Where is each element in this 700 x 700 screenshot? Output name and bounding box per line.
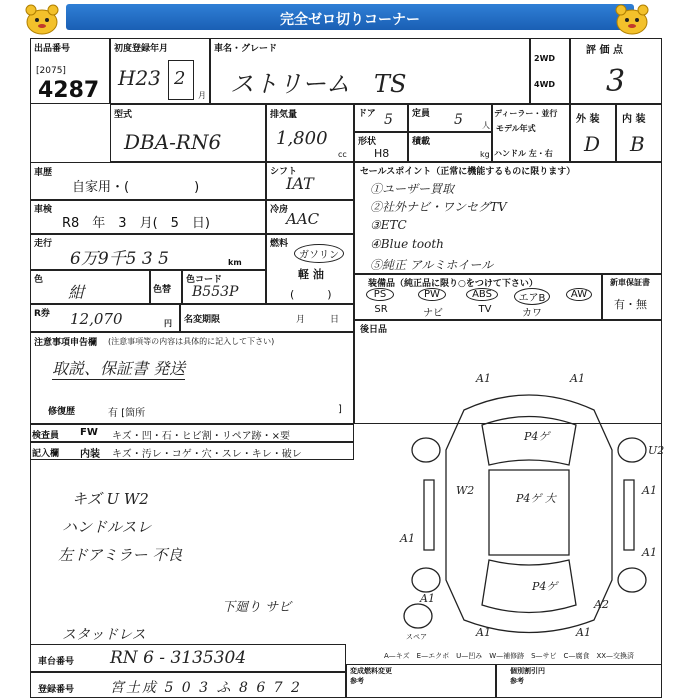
doors-value: 5 [384,112,393,128]
warranty-value: 有・無 [614,298,647,311]
recycle-label: R券 [34,309,50,319]
remark-3: 左ドアミラー 不良 [58,546,183,564]
selling-label: セールスポイント（正常に機能するものに限ります） [360,167,576,177]
header-bar [66,4,634,30]
selling-point-1: ①ユーザー買取 [370,182,455,196]
dealer-label: ディーラー・並行 [494,109,558,118]
interior-value: B [630,132,645,156]
color-value: 紺 [68,283,85,302]
diag-mark-12: A2 [594,598,609,611]
equip-leather: カワ [522,308,542,319]
remark-2: ハンドルスレ [62,518,152,536]
model-label: 型式 [114,110,133,120]
repair-label: 修復歴 [48,407,76,417]
diag-mark-2: A1 [570,372,585,385]
plate-label: 登録番号 [38,685,75,695]
selling-point-4: ④Blue tooth [370,237,444,251]
steering-label: ハンドル 左・右 [494,149,553,158]
ac-value: AAC [286,210,320,228]
equip-airbag: エアB [514,288,550,305]
footer-item3: 個別割引円 [510,667,545,675]
color-label: 色 [34,275,44,285]
first-reg-month: 2 [174,68,186,89]
first-reg-month-unit: 月 [198,91,206,100]
fuel-other: ( ) [290,288,332,301]
header-title: 完全ゼロ切りコーナー [280,12,420,28]
diag-mark-1: A1 [476,372,491,385]
drive-cell [530,38,570,104]
diag-mark-4: U2 [648,444,665,457]
car-diagram [394,370,664,660]
entry-interior: 内装 [80,449,100,460]
notes-value: 取説、保証書 発送 [52,356,185,380]
fuel-label: 燃料 [270,239,289,249]
selling-point-3: ③ETC [370,218,407,232]
displacement-unit: cc [338,150,347,159]
shift-value: IAT [286,174,314,193]
inspector-opts: キズ・凹・石・ヒビ割・リペア跡・×要 [112,431,290,442]
rear-seat-label: 後日品 [360,325,388,335]
doors-label: ドア [358,109,376,119]
mileage-unit: km [228,258,242,267]
equip-navi: ナビ [423,308,443,319]
drive-4wd: 4WD [534,80,556,89]
footer-item4: 参考 [510,677,524,685]
capacity-value: 5 [454,112,463,128]
capacity-label: 定員 [412,109,431,119]
first-reg-era-year: H23 [118,66,161,90]
fuel-diesel: 軽 油 [298,268,324,281]
model-year-label: モデル年式 [496,124,536,133]
diag-mark-6: P4ゲ 大 [516,492,556,505]
entry-label: 記入欄 [32,449,60,459]
repair-end: ] [338,404,342,415]
remark-1: キズ U W2 [72,490,149,508]
diag-mark-5: W2 [456,484,475,497]
equip-aw: AW [566,288,592,301]
lot-sub-number: [2075] [36,66,66,76]
lot-number: 4287 [38,78,100,103]
repair-value: 有 [箇所 [108,408,146,419]
inspection-value: R8 年 3 月( 5 日) [62,216,210,231]
warranty-label: 新車保証書 [610,278,650,287]
exterior-value: D [584,132,601,156]
exterior-label: 外 装 [576,114,600,125]
footer-item2: 参考 [350,677,364,685]
diag-mark-9: P4ゲ [532,580,558,593]
diag-legend: A—キズ E—エクボ U—凹み W—補修跡 S—サビ C—腐食 XX—交換済 [384,652,635,660]
ac-label: 冷房 [270,205,289,215]
capacity-unit: 人 [482,121,490,130]
name-change-day: 日 [330,315,340,325]
chassis-value: RN 6 - 3135304 [110,648,247,668]
shape-label: 形状 [358,137,377,147]
name-label: 車名・グレード [214,44,278,54]
selling-point-5: ⑤純正 アルミホイール [370,258,494,272]
diag-mark-14: A1 [576,626,591,639]
history-value: 自家用・( ) [72,180,200,195]
equip-pw: PW [418,288,446,301]
chassis-label: 車台番号 [38,657,75,667]
footer-fuel-change: 変成燃料変更 [350,667,392,675]
mileage-value: 6万9千5 3 5 [70,249,169,269]
remark-4: 下廻り サビ [222,600,292,615]
load-label: 積載 [412,137,431,147]
remark-5: スタッドレス [62,627,146,643]
model-value: DBA-RN6 [124,130,222,154]
shape-value: H8 [374,147,390,160]
displacement-label: 排気量 [270,110,298,120]
diag-mark-10: A1 [642,546,657,559]
equip-ps: PS [366,288,394,301]
selling-point-2: ②社外ナビ・ワンセグTV [370,200,507,214]
color-code-value: B553P [192,284,239,300]
diag-mark-3: P4ゲ [524,430,550,443]
color-code-label: 色コード [186,275,223,285]
mascot-right-icon [612,2,652,36]
diag-mark-7: A1 [642,484,657,497]
equip-sr: SR [374,304,388,315]
mascot-left-icon [22,2,62,36]
inspector-fw: FW [80,427,98,438]
diag-mark-11: A1 [420,592,435,605]
inspector-label: 検査員 [32,431,60,441]
name-value: ストリーム TS [230,70,407,98]
notes-label: 注意事項申告欄 [34,338,98,348]
plate-value: 宮土成 5 0 3 ふ 8 6 7 2 [110,680,302,696]
recycle-value: 12,070 [70,310,123,328]
inspection-label: 車検 [34,205,53,215]
fuel-gasoline: ガソリン [294,244,344,263]
recycle-unit: 円 [164,319,172,328]
diag-mark-13: A1 [476,626,491,639]
equip-abs: ABS [466,288,498,301]
first-reg-label: 初度登録年月 [114,44,169,54]
shift-label: シフト [270,167,298,177]
color-cell [30,270,150,304]
score-value: 3 [606,64,626,99]
name-change-month: 月 [296,315,306,325]
interior-label: 内 装 [622,114,646,125]
mileage-label: 走行 [34,239,53,249]
drive-2wd: 2WD [534,54,556,63]
notes-hint: (注意事項等の内容は具体的に記入して下さい) [108,337,275,346]
color-swap-label: 色替 [153,285,172,295]
entry-opts: キズ・汚レ・コゲ・穴・スレ・キレ・破レ [112,449,302,460]
history-label: 車歴 [34,168,53,178]
equipment-label: 装備品（純正品に限り○をつけて下さい） [368,279,538,289]
load-unit: kg [480,150,490,159]
lot-label: 出品番号 [34,44,71,54]
score-label: 評 価 点 [586,45,623,56]
diag-spare: スペア [406,633,427,641]
name-change-label: 名変期限 [184,315,221,325]
displacement-value: 1,800 [276,128,328,149]
diag-mark-8: A1 [400,532,415,545]
equip-tv: TV [478,304,492,315]
